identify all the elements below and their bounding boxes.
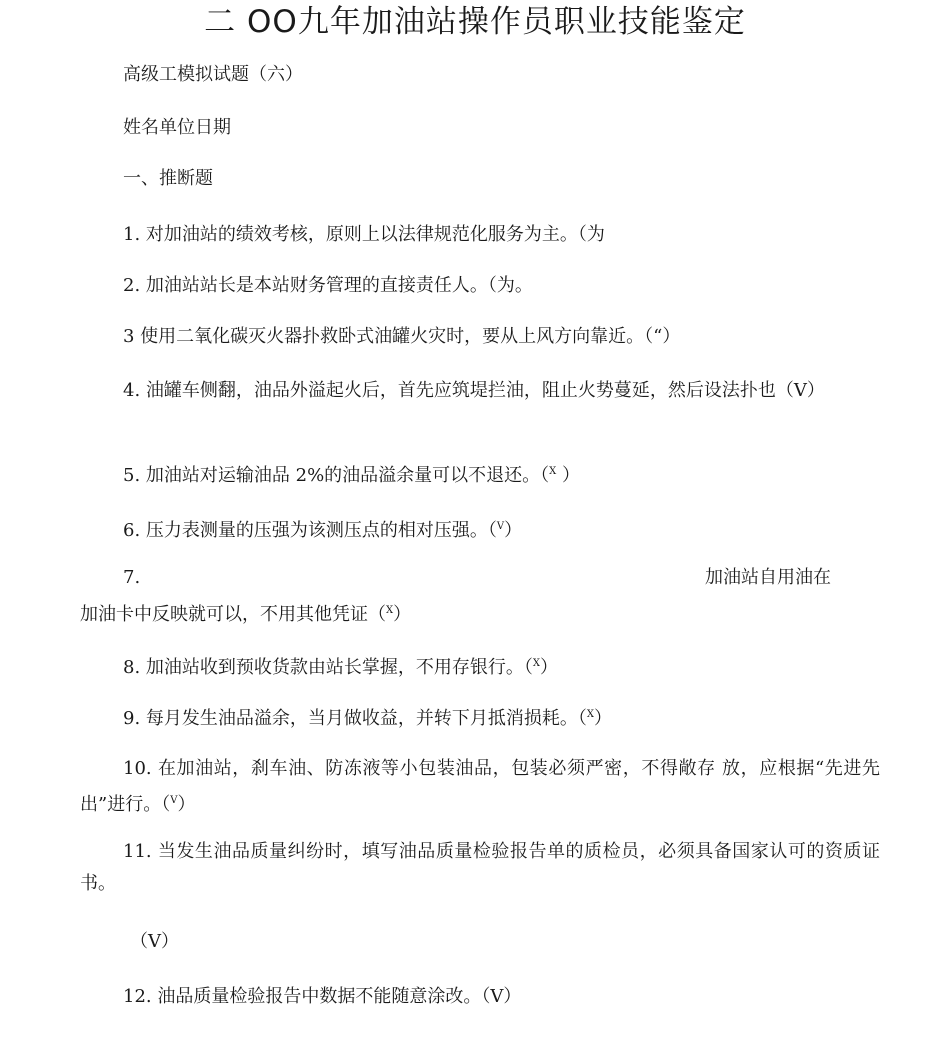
question-9-close: ） — [594, 708, 613, 729]
question-8-mark: X — [532, 658, 541, 669]
question-6-close: ） — [504, 520, 523, 541]
question-7-text: 加油卡中反映就可以，不用其他凭证（ — [80, 604, 386, 625]
section-heading: 一、推断题 — [123, 168, 213, 189]
question-7-tail: 加油站自用油在 — [705, 567, 831, 588]
question-4: 4. 油罐车侧翻，油品外溢起火后，首先应筑堤拦油，阻止火势蔓延，然后设法扑也（V） — [123, 380, 825, 401]
question-6 — [80, 512, 880, 546]
question-5 — [80, 457, 880, 491]
question-6-text: 6. 压力表测量的压强为该测压点的相对压强。（ — [123, 520, 497, 541]
question-11-answer: （V） — [130, 931, 179, 952]
question-2: 2. 加油站站长是本站财务管理的直接责任人。（为。 — [123, 275, 533, 296]
document-subtitle: 高级工模拟试题（六） — [123, 64, 303, 85]
question-8-text: 8. 加油站收到预收货款由站长掌握，不用存银行。（ — [123, 657, 533, 678]
question-10-mark: V — [170, 795, 178, 806]
question-7-number: 7. — [123, 567, 141, 588]
question-9 — [80, 700, 880, 734]
question-11: 11. 当发生油品质量纠纷时，填写油品质量检验报告单的质检员，必须具备国家认可的资质证书。 — [80, 841, 880, 894]
question-12: 12. 油品质量检验报告中数据不能随意涂改。（V） — [123, 986, 522, 1007]
question-9-mark: X — [586, 709, 595, 720]
question-6-mark: V — [496, 521, 505, 532]
question-7-mark: X — [386, 605, 394, 616]
question-5-close: ） — [556, 465, 581, 486]
question-7-continuation — [80, 596, 880, 630]
question-5-text: 5. 加油站对运输油品 2%的油品溢余量可以不退还。（ — [123, 465, 550, 486]
question-10 — [80, 753, 880, 821]
question-8 — [80, 649, 880, 683]
question-10-close: ） — [177, 794, 196, 815]
document-title: 二 OO九年加油站操作员职业技能鉴定 — [204, 4, 746, 40]
question-5-mark: X — [549, 466, 557, 477]
question-3: 3 使用二氧化碳灭火器扑救卧式油罐火灾时，要从上风方向靠近。（“） — [123, 326, 681, 347]
info-line: 姓名单位日期 — [123, 117, 231, 138]
question-1: 1. 对加油站的绩效考核，原则上以法律规范化服务为主。（为 — [123, 224, 605, 245]
question-8-close: ） — [540, 657, 559, 678]
question-7-close: ） — [393, 604, 412, 625]
question-10-text: 10. 在加油站，刹车油、防冻液等小包装油品，包装必须严密，不得敞存 放，应根据“先进先出”进行。（ — [80, 758, 880, 815]
question-9-text: 9. 每月发生油品溢余，当月做收益，并转下月抵消损耗。（ — [123, 708, 587, 729]
